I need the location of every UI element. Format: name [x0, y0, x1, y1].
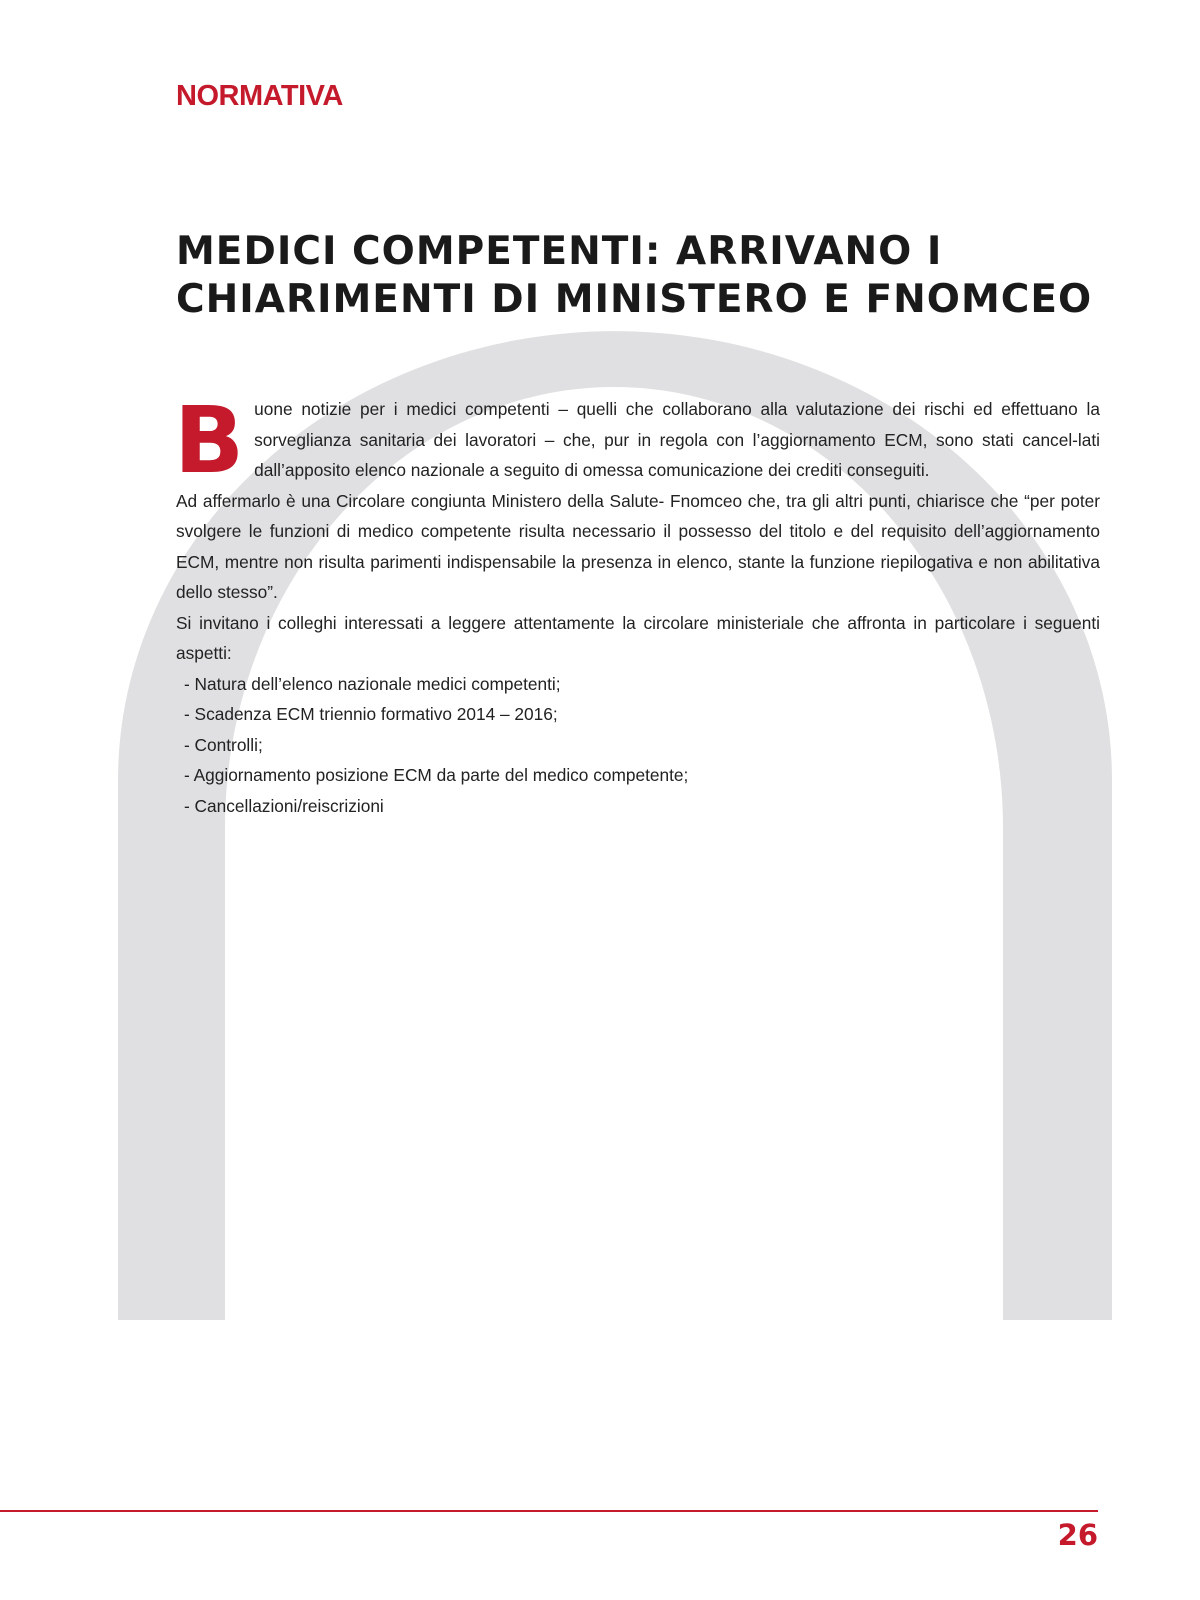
drop-cap: B — [174, 387, 245, 494]
footer-rule — [0, 1510, 1098, 1512]
page-number: 26 — [1057, 1518, 1098, 1552]
list-item: - Aggiornamento posizione ECM da parte del medico competente; — [184, 765, 689, 785]
paragraph-2: Ad affermarlo è una Circolare congiunta Ministero della Salute- Fnomceo che, tra gli altri punti, chiarisce che “per poter svolgere le funzioni di medico competente risulta necessario il possesso del titolo e del requisito dell’aggiornamento ECM, mentre non risulta parimenti indispensabile la presenza in elenco, stante la funzione riepilogativa e non abilitativa dello stesso”. — [176, 490, 1100, 602]
lead-paragraph — [174, 387, 1100, 494]
article-title-line-2: CHIARIMENTI DI MINISTERO E FNOMCEO — [176, 277, 1093, 322]
article-body — [174, 387, 1100, 821]
list-item: - Scadenza ECM triennio formativo 2014 – 2016; — [184, 704, 558, 724]
aspects-list — [176, 669, 1100, 822]
list-item: - Controlli; — [184, 734, 263, 755]
section-label: NORMATIVA — [176, 80, 343, 112]
article-title-line-1: MEDICI COMPETENTI: ARRIVANO I — [176, 229, 943, 274]
list-item: - Natura dell’elenco nazionale medici competenti; — [184, 673, 561, 694]
list-item: - Cancellazioni/reiscrizioni — [184, 795, 384, 816]
lead-text: uone notizie per i medici competenti – quelli che collaborano alla valutazione dei rischi ed effettuano la sorveglianza sanitaria dei lavoratori – che, pur in regola con l’aggiornamento ECM, sono stati cancel-lati dall’apposito elenco nazionale a seguito di omessa comunicazione dei crediti conseguiti. — [254, 399, 1100, 480]
article-title — [176, 228, 1116, 324]
paragraph-3: Si invitano i colleghi interessati a leggere attentamente la circolare ministeriale che affronta in particolare i seguenti aspetti: — [176, 612, 1100, 663]
